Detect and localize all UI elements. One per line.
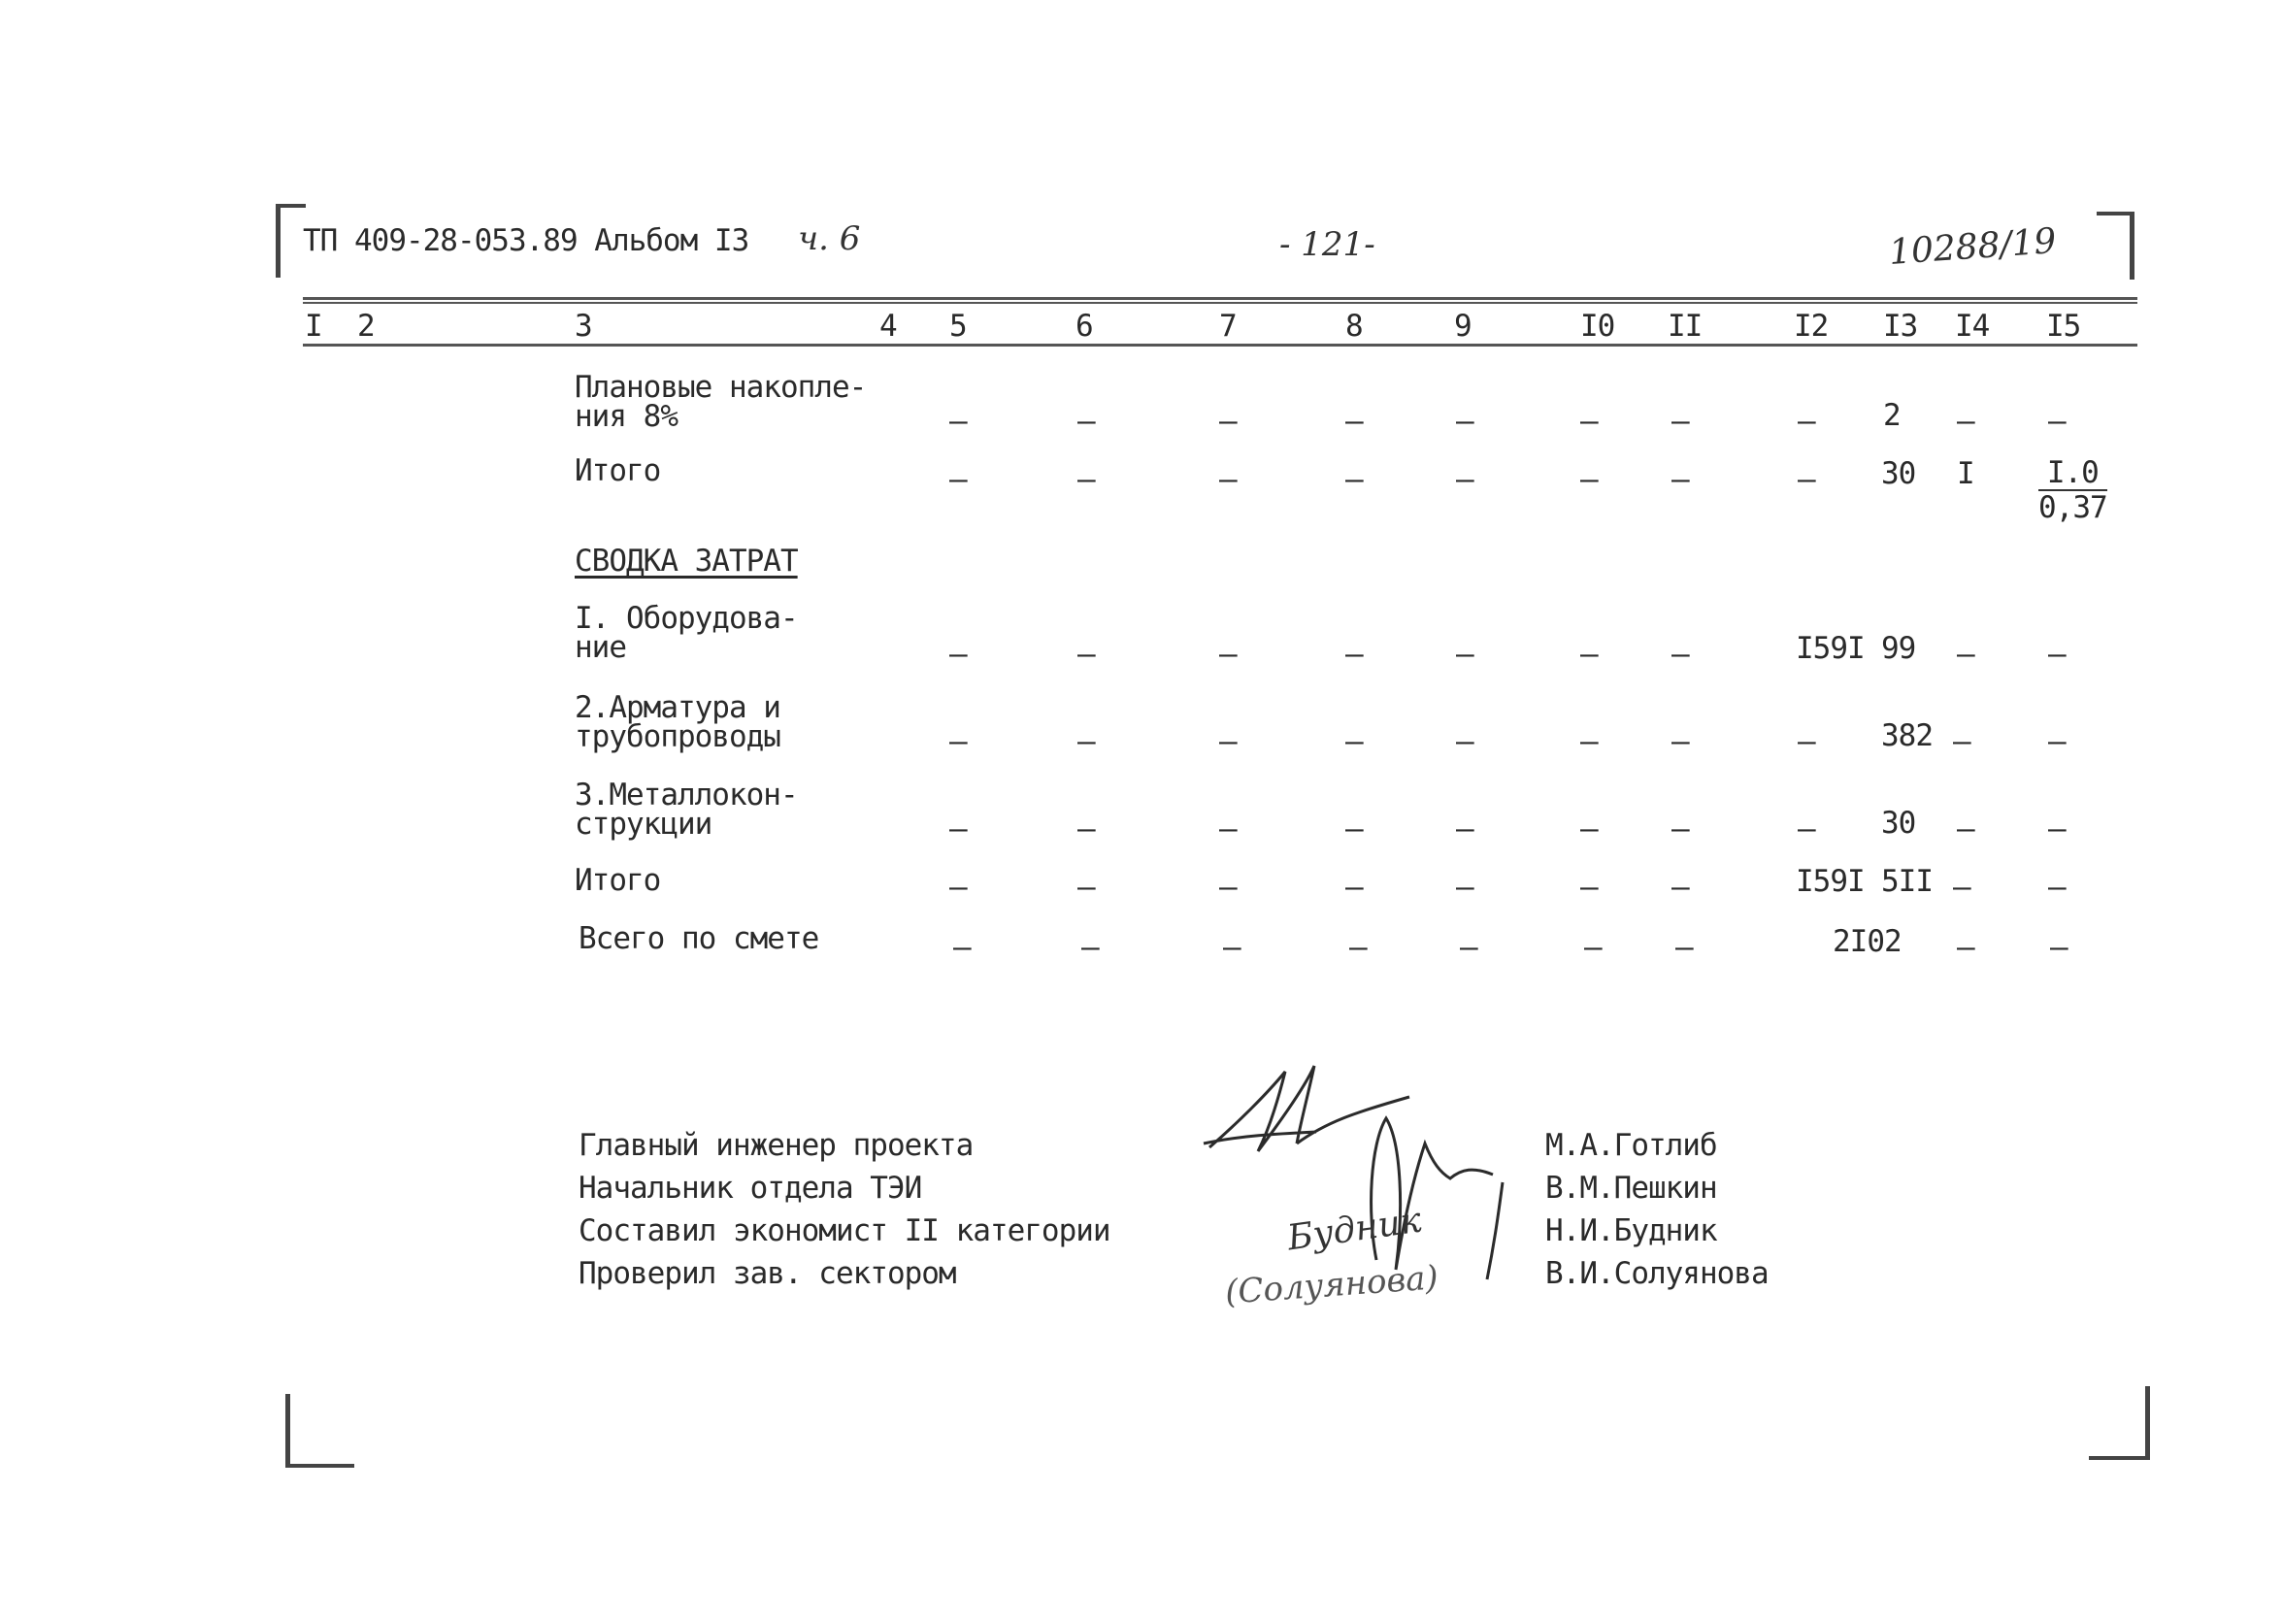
row2-col5: – — [949, 462, 967, 497]
header-rule-second — [303, 302, 2137, 304]
column-number-1: I — [305, 309, 322, 344]
sum5-col10: – — [1584, 930, 1602, 965]
sum5-grand-total-value: 2I02 — [1833, 924, 1902, 959]
column-number-8: 8 — [1345, 309, 1363, 344]
column-number-5: 5 — [949, 309, 967, 344]
row-label-grand-total: Всего по смете — [579, 921, 819, 956]
column-number-9: 9 — [1454, 309, 1472, 344]
sum4-col13: 5II — [1881, 864, 1933, 899]
signature-budnik: Будник — [1284, 1200, 1424, 1259]
row-label-planned-savings: Плановые накопле- ния 8% — [575, 370, 867, 434]
sum5-col11: – — [1675, 930, 1693, 965]
row1-col5: – — [949, 404, 967, 439]
row1-col12: – — [1798, 404, 1815, 439]
row-label-metal-structures: 3.Металлокон- струкции — [575, 778, 798, 842]
column-number-14: I4 — [1955, 309, 1990, 344]
sum4-col8: – — [1345, 870, 1363, 905]
row2-col13: 30 — [1881, 456, 1916, 491]
row1-col10: – — [1580, 404, 1598, 439]
sum4-col14: – — [1953, 870, 1970, 905]
sum2-col15: – — [2048, 724, 2066, 759]
sum1-col12: I59I — [1796, 631, 1865, 666]
row-label-fittings: 2.Арматура и трубопроводы — [575, 690, 780, 754]
name-gotlib: М.А.Готлиб — [1545, 1128, 1717, 1163]
sum5-col9: – — [1460, 930, 1477, 965]
column-number-11: II — [1668, 309, 1703, 344]
sum1-col14: – — [1957, 637, 1974, 672]
sum3-col5: – — [949, 812, 967, 846]
sum5-col7: – — [1223, 930, 1241, 965]
sum1-col8: – — [1345, 637, 1363, 672]
archive-number: 10288/19 — [1887, 221, 2058, 273]
column-number-7: 7 — [1219, 309, 1237, 344]
corner-bracket-top-right — [2097, 212, 2134, 280]
page-number: - 121- — [1279, 225, 1375, 264]
sum3-col7: – — [1219, 812, 1237, 846]
sum5-col8: – — [1349, 930, 1367, 965]
sum2-col12: – — [1798, 724, 1815, 759]
role-department-head: Начальник отдела ТЭИ — [579, 1171, 922, 1206]
column-number-10: I0 — [1580, 309, 1615, 344]
document-code: ТП 409-28-053.89 Альбом I3 — [303, 223, 749, 258]
sum2-col9: – — [1456, 724, 1473, 759]
role-compiled-by: Составил экономист II категории — [579, 1213, 1110, 1248]
sum3-col15: – — [2048, 812, 2066, 846]
row1-col7: – — [1219, 404, 1237, 439]
sum1-col6: – — [1077, 637, 1095, 672]
sum3-col14: – — [1957, 812, 1974, 846]
sum1-col5: – — [949, 637, 967, 672]
sum2-col6: – — [1077, 724, 1095, 759]
row2-col12: – — [1798, 462, 1815, 497]
row1-col13: 2 — [1883, 398, 1901, 433]
row-label-total-2: Итого — [575, 863, 661, 898]
sum1-col10: – — [1580, 637, 1598, 672]
fraction-numerator: I.0 — [2038, 456, 2107, 491]
row-label-total-1: Итого — [575, 453, 661, 488]
sum4-col5: – — [949, 870, 967, 905]
row2-col10: – — [1580, 462, 1598, 497]
row2-col8: – — [1345, 462, 1363, 497]
sum2-col5: – — [949, 724, 967, 759]
sum4-col9: – — [1456, 870, 1473, 905]
column-number-15: I5 — [2046, 309, 2081, 344]
section-title-cost-summary: СВОДКА ЗАТРАТ — [575, 544, 798, 579]
sum3-col9: – — [1456, 812, 1473, 846]
sum3-col10: – — [1580, 812, 1598, 846]
sum3-col6: – — [1077, 812, 1095, 846]
sum4-col15: – — [2048, 870, 2066, 905]
name-peshkin: В.М.Пешкин — [1545, 1171, 1717, 1206]
row1-col9: – — [1456, 404, 1473, 439]
sum2-col8: – — [1345, 724, 1363, 759]
sum1-col11: – — [1671, 637, 1689, 672]
column-number-6: 6 — [1075, 309, 1093, 344]
sum4-col11: – — [1671, 870, 1689, 905]
sum2-col7: – — [1219, 724, 1237, 759]
part-number-handwritten: ч. 6 — [798, 219, 861, 258]
header-rule-top — [303, 297, 2137, 300]
sum1-col15: – — [2048, 637, 2066, 672]
name-budnik: Н.И.Будник — [1545, 1213, 1717, 1248]
sum5-col6: – — [1081, 930, 1099, 965]
column-number-13: I3 — [1883, 309, 1918, 344]
sum2-col10: – — [1580, 724, 1598, 759]
corner-bracket-top-left — [276, 204, 306, 278]
sum3-col8: – — [1345, 812, 1363, 846]
column-number-12: I2 — [1794, 309, 1829, 344]
row2-col11: – — [1671, 462, 1689, 497]
row2-col15-fraction — [2038, 456, 2107, 524]
row1-col6: – — [1077, 404, 1095, 439]
name-soluyanova: В.И.Солуянова — [1545, 1256, 1769, 1291]
sum4-col7: – — [1219, 870, 1237, 905]
sum5-col5: – — [953, 930, 971, 965]
sum1-col7: – — [1219, 637, 1237, 672]
signature-soluyanova: (Солуянова) — [1223, 1258, 1439, 1312]
column-number-2: 2 — [357, 309, 375, 344]
sum5-col14: – — [1957, 930, 1974, 965]
sum4-col10: – — [1580, 870, 1598, 905]
sum5-col15: – — [2050, 930, 2068, 965]
sum1-col9: – — [1456, 637, 1473, 672]
sum2-col13: 382 — [1881, 718, 1933, 753]
sum4-col6: – — [1077, 870, 1095, 905]
row2-col14: I — [1957, 456, 1974, 491]
column-number-4: 4 — [879, 309, 897, 344]
row2-col7: – — [1219, 462, 1237, 497]
row-label-equipment: I. Оборудова- ние — [575, 601, 798, 665]
role-chief-engineer: Главный инженер проекта — [579, 1128, 974, 1163]
column-header-rule — [303, 344, 2137, 347]
row1-col14: – — [1957, 404, 1974, 439]
role-checked-by: Проверил зав. сектором — [579, 1256, 956, 1291]
column-number-3: 3 — [575, 309, 592, 344]
row2-col6: – — [1077, 462, 1095, 497]
row2-col9: – — [1456, 462, 1473, 497]
row1-col15: – — [2048, 404, 2066, 439]
sum3-col12: – — [1798, 812, 1815, 846]
sum2-col11: – — [1671, 724, 1689, 759]
sum2-col14: – — [1953, 724, 1970, 759]
row1-col8: – — [1345, 404, 1363, 439]
corner-bracket-bottom-left — [285, 1394, 354, 1468]
sum3-col11: – — [1671, 812, 1689, 846]
row1-col11: – — [1671, 404, 1689, 439]
sum3-col13: 30 — [1881, 806, 1916, 841]
sum4-col12: I59I — [1796, 864, 1865, 899]
sum1-col13: 99 — [1881, 631, 1916, 666]
fraction-denominator: 0,37 — [2038, 490, 2107, 525]
corner-bracket-bottom-right — [2089, 1386, 2150, 1460]
